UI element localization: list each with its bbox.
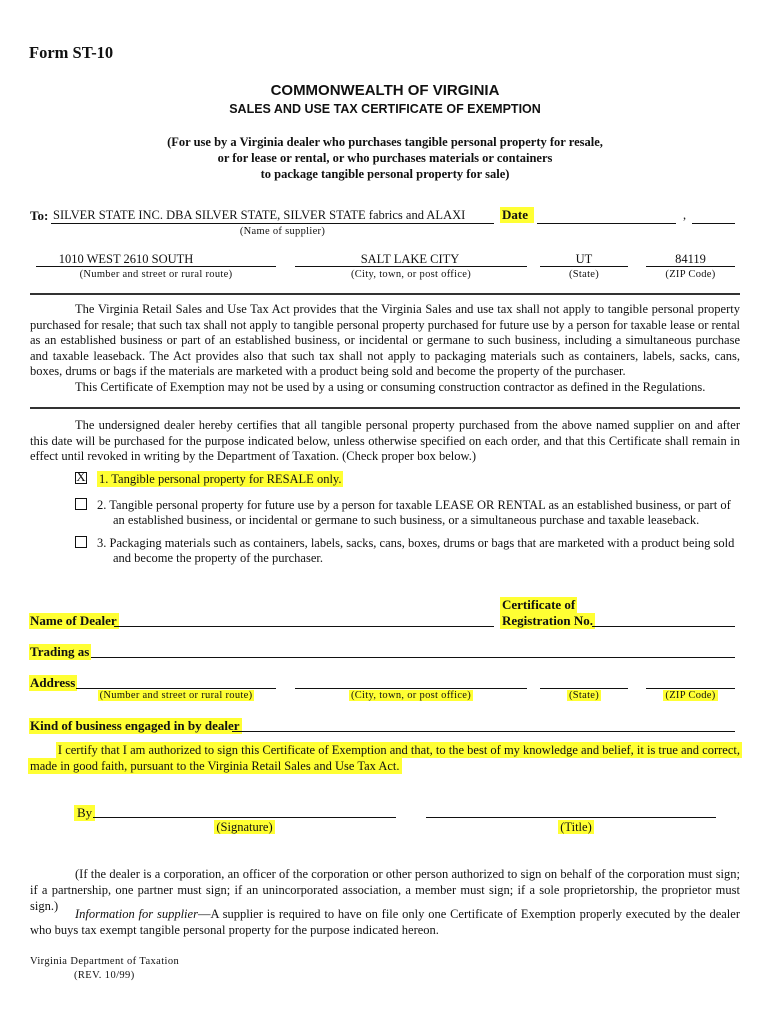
trading-as-label: Trading as <box>30 644 90 659</box>
title-field[interactable] <box>426 817 716 818</box>
address-label: Address <box>30 675 76 690</box>
supplier-info-note <box>30 906 740 938</box>
option-resale-label: 1. Tangible personal property for RESALE only. <box>99 472 342 486</box>
option-packaging[interactable] <box>75 535 734 551</box>
supplier-info-dash: — <box>197 907 211 921</box>
dealer-city-field[interactable] <box>295 688 527 689</box>
business-kind-label: Kind of business engaged in by dealer <box>30 718 240 733</box>
header-subtitle-1: (For use by a Virginia dealer who purchases tangible personal property for resale, <box>167 135 603 149</box>
dealer-zip-caption <box>646 690 735 701</box>
signature-caption <box>93 820 396 835</box>
supplier-city-value: SALT LAKE CITY <box>360 252 460 266</box>
supplier-info-label: Information for supplier <box>75 907 198 921</box>
divider-bottom <box>30 407 740 409</box>
by-label: By <box>74 805 95 821</box>
year-field[interactable] <box>692 223 735 224</box>
checkbox-resale[interactable] <box>75 469 87 484</box>
agency-name: Virginia Department of Taxation <box>30 956 180 967</box>
attestation-line-1 <box>30 743 742 758</box>
header-title: SALES AND USE TAX CERTIFICATE OF EXEMPTION <box>229 102 541 116</box>
supplier-name-caption: (Name of supplier) <box>239 226 326 237</box>
intro-regulation-note: This Certificate of Exemption may not be used by a using or consuming construction contractor as defined in the Regulations. <box>75 380 706 394</box>
header-subtitle-3: to package tangible personal property for sale) <box>260 167 510 181</box>
supplier-street-value: 1010 WEST 2610 SOUTH <box>58 252 194 266</box>
attestation-line-2 <box>28 759 402 774</box>
attestation-text-2: made in good faith, pursuant to the Virginia Retail Sales and Use Tax Act. <box>30 759 400 773</box>
option-packaging-label-1: 3. Packaging materials such as containers, labels, sacks, cans, boxes, drums or bags that are marketed with a product being sold <box>97 536 735 550</box>
signature-field[interactable] <box>93 817 396 818</box>
cert-label-2: Registration No. <box>502 613 593 628</box>
title-caption <box>426 820 726 835</box>
option-lease[interactable] <box>75 497 731 513</box>
header-state: COMMONWEALTH OF VIRGINIA <box>270 82 500 99</box>
checkbox-mark: X <box>76 469 86 484</box>
option-packaging-label-2: and become the property of the purchaser. <box>113 551 323 565</box>
certification-text: The undersigned dealer hereby certifies that all tangible personal property purchased from the above named supplier on and after this date will be purchased for the purpose indicated below, unless otherwise specified on each order, and that this Certificate shall remain in effect until revoked in writing by the Department of Taxation. (Check proper box below.) <box>30 418 740 464</box>
dealer-street-field[interactable] <box>76 688 276 689</box>
corporation-note: (If the dealer is a corporation, an officer of the corporation or other person authorized to sign on behalf of the corporation must sign; if a partnership, one partner must sign; if an unincorporated association, a member must sign; if a sole proprietorship, the proprietor must sign.) <box>30 867 740 913</box>
date-label: Date <box>500 207 534 223</box>
business-kind-field[interactable] <box>232 731 735 732</box>
dealer-state-caption <box>540 690 628 701</box>
dealer-city-caption-text: (City, town, or post office) <box>350 690 472 701</box>
dealer-state-caption-text: (State) <box>568 690 600 701</box>
divider-top <box>30 293 740 295</box>
dealer-state-field[interactable] <box>540 688 628 689</box>
dealer-zip-caption-text: (ZIP Code) <box>665 690 716 701</box>
dealer-name-label: Name of Dealer <box>30 613 117 628</box>
date-separator: , <box>683 208 687 222</box>
dealer-zip-field[interactable] <box>646 688 735 689</box>
dealer-street-caption <box>76 690 276 701</box>
option-resale[interactable] <box>75 469 343 487</box>
supplier-zip-caption: (ZIP Code) <box>665 269 716 280</box>
supplier-name-value: SILVER STATE INC. DBA SILVER STATE, SILVER STATE fabrics and ALAXI <box>53 208 466 222</box>
trading-as-field[interactable] <box>91 657 735 658</box>
supplier-name-field[interactable] <box>51 223 494 224</box>
cert-label-1: Certificate of <box>502 597 576 612</box>
supplier-state-value: UT <box>575 252 593 266</box>
registration-number-field[interactable] <box>592 626 735 627</box>
date-field[interactable] <box>537 223 676 224</box>
option-lease-label-1: 2. Tangible personal property for future use by a person for taxable LEASE OR RENTAL as an established business, or part of <box>97 498 731 512</box>
supplier-street-caption: (Number and street or rural route) <box>79 269 233 280</box>
checkbox-lease[interactable] <box>75 498 87 510</box>
dealer-name-field[interactable] <box>114 626 494 627</box>
intro-paragraph: The Virginia Retail Sales and Use Tax Act provides that the Virginia Sales and use tax shall not apply to tangible personal property purchased for resale; that such tax shall not apply to tangible personal property purchased for future use by a person for taxable lease or rental as an established business or part of an established business, or incidental or germane to such business, including a simultaneous purchase and taxable leaseback. The Act provides also that such tax shall not apply to packaging materials such as containers, labels, sacks, cans, boxes, drums or bags if the materials are marketed with a product being sold and become the property of the purchaser. <box>30 302 740 379</box>
to-label: To: <box>30 208 49 223</box>
supplier-zip-value: 84119 <box>675 252 706 266</box>
header-subtitle-2: or for lease or rental, or who purchases materials or containers <box>217 151 553 165</box>
title-caption-text: (Title) <box>560 820 592 834</box>
supplier-info-text: A supplier is required to have on file only one Certificate of Exemption properly executed by the dealer who buys tax exempt tangible personal property for the purpose indicated hereon. <box>30 907 740 937</box>
checkbox-packaging[interactable] <box>75 536 87 548</box>
attestation-text-1: I certify that I am authorized to sign this Certificate of Exemption and that, to the best of my knowledge and belief, it is true and correct, <box>57 743 740 757</box>
option-lease-label-2: an established business, or incidental or germane to such business, or a simultaneous purchase and taxable leaseback. <box>113 513 700 527</box>
supplier-city-caption: (City, town, or post office) <box>350 269 472 280</box>
dealer-street-caption-text: (Number and street or rural route) <box>99 690 253 701</box>
dealer-city-caption <box>295 690 527 701</box>
signature-caption-text: (Signature) <box>216 820 273 834</box>
form-id: Form ST-10 <box>29 43 114 62</box>
agency-revision: (REV. 10/99) <box>74 970 135 981</box>
supplier-state-caption: (State) <box>568 269 600 280</box>
